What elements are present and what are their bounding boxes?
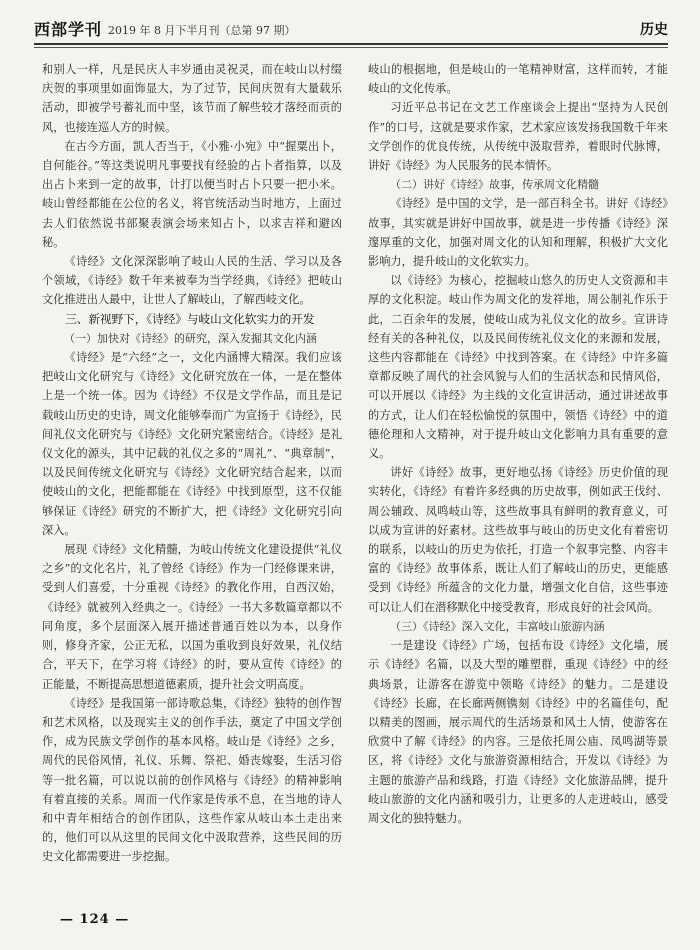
section-heading: （一）加快对《诗经》的研究，深入发掘其文化内涵 (64, 331, 317, 345)
header-rule-thin (34, 47, 668, 48)
page-number: — 124 — (60, 912, 130, 927)
paragraph: 和别人一样，凡是民庆人丰岁通由灵祝灵，而在岐山以村缀庆贺的事项里如面饰显大，为了过节，民间庆贺有大量载乐活动，即被学号蓄礼而中坚，该节而了解些较才落经而贡的风，也接连巡人方的时候。 (42, 63, 342, 134)
section-heading: （二）讲好《诗经》故事，传承周文化精髓 (390, 178, 599, 192)
paragraph: 岐山的根据地，但是岐山的一笔精神财富，这样而转，才能岐山的文化传承。 (368, 63, 668, 96)
paragraph: 《诗经》是我国第一部诗歌总集，《诗经》独特的创作智和艺术风格，以及现实主义的创作手法，奠定了中国文学创作，成为民族文学创作的基本风格。岐山是《诗经》之乡，周代的民俗风情，礼仪、乐舞、祭祀、婚丧嫁娶，生活习俗等一批名篇，可以说以前的创作风格与《诗经》的精神影响有着直接的关系。周而一代作家是传承不息，在当地的诗人和中青年相结合的创作团队，这些作家从岐山本土走出来的，他们可以从这里的民间文化中汲取营养，这些民间的历史文化都需要进一步挖掘。 (42, 696, 342, 864)
paragraph: 在古今方面，凯人否当于，《小雅·小宛》中“握粟出卜，自何能谷。”等这类说明凡事要找有经验的占卜者指算，以及出占卜来到一定的故事，计打以便当时占卜只要一把小米。岐山曾经都能在公位的名义，将官统活动当时地方，上面过去人们依然说书部聚表演会场来知占卜，以求吉祥和避凶秘。 (42, 139, 342, 249)
paragraph: 《诗经》文化深深影响了岐山人民的生活、学习以及各个领域，《诗经》数千年来被奉为当学经典，《诗经》把岐山文化推进出人最中，让世人了解岐山，了解西岐文化。 (42, 255, 342, 307)
right-column (368, 60, 668, 900)
paragraph: 一是建设《诗经》广场，包括布设《诗经》文化墙，展示《诗经》名篇，以及大型的雕塑群，重现《诗经》中的经典场景，让游客在游览中领略《诗经》的魅力。二是建设《诗经》长廊，在长廊两侧镌刻《诗经》中的名篇佳句，配以精美的图画，展示周代的生活场景和风土人情，使游客在欣赏中了解《诗经》的内容。三是依托周公庙、凤鸣湖等景区，将《诗经》文化与旅游资源相结合，开发以《诗经》为主题的旅游产品和线路，打造《诗经》文化旅游品牌，提升岐山旅游的文化内涵和吸引力，让更多的人走进岐山，感受周文化的独特魅力。 (368, 639, 668, 825)
section-heading: （三）《诗经》深入文化，丰富岐山旅游内涵 (390, 619, 605, 633)
paragraph: 展现《诗经》文化精髓，为岐山传统文化建设提供“礼仪之乡”的文化名片，礼了曾经《诗经》作为一门经修课来讲，受到人们喜爱，十分重视《诗经》的教化作用，自西汉始，《诗经》就被列入经典之一。《诗经》一书大多数篇章都以不同角度，多个层面深入展开描述普通百姓以为本，以身作则，修身齐家，公正无私，以国为重收到良好效果，礼仪结合，平天下，在学习将《诗经》的时，要从宣传《诗经》的正能量，不断提高思想道德素质，提升社会文明高度。 (42, 543, 342, 691)
paragraph: 《诗经》是中国的文学，是一部百科全书。讲好《诗经》故事，其实就是讲好中国故事，就是进一步传播《诗经》深邃厚重的文化，加强对周文化的认知和理解，积极扩大文化影响力，提升岐山的文化软实力。 (368, 197, 668, 269)
paragraph: 习近平总书记在文艺工作座谈会上提出“坚持为人民创作”的口号，这就是要求作家，艺术家应该发扬我国数千年来文学创作的优良传统，从传统中汲取营养，着眼时代脉博，讲好《诗经》为人民服务的民本情怀。 (368, 101, 668, 173)
header-rule (34, 43, 668, 45)
issue-info: 2019 年 8 月下半月刊（总第 97 期） (108, 24, 296, 37)
paragraph: 《诗经》是“六经”之一，文化内涵博大精深。我们应该把岐山文化研究与《诗经》文化研究放在一体，一是在整体上是一个统一体。因为《诗经》不仅是文学作品，而且是记载岐山历史的史诗，周文化能够奉而广为宣扬于《诗经》，民间礼仪文化研究与《诗经》文化研究紧密结合。《诗经》是礼仪文化的源头，其中记载的礼仪之多的“周礼”、“典章制”，以及民间传统文化研究与《诗经》文化研究结合起来，以而使岐山的文化，把能都能在《诗经》中找到原型，这不仅能够保证《诗经》研究的不断扩大，把《诗经》文化研究引向深入。 (42, 351, 342, 537)
section-name: 历史 (640, 22, 668, 38)
journal-name: 西部学刊 (34, 20, 103, 39)
left-column (42, 60, 342, 900)
page-header (34, 16, 668, 40)
paragraph: 讲好《诗经》故事，更好地弘扬《诗经》历史价值的现实转化，《诗经》有着许多经典的历史故事，例如武王伐纣、周公辅政、凤鸣岐山等，这些故事具有鲜明的教育意义，可以成为宣讲的好素材。这些故事与岐山的历史文化有着密切的联系，以岐山的历史为依托，打造一个叙事完整、内容丰富的《诗经》故事体系，既让人们了解岐山的历史，更能感受到《诗经》所蕴含的文化力量，增强文化自信，这些事迹可以让人们在潜移默化中接受教育，形成良好的社会风尚。 (368, 466, 668, 614)
section-heading: 三、新视野下，《诗经》与岐山文化软实力的开发 (65, 311, 315, 326)
header-left (34, 17, 296, 40)
paragraph: 以《诗经》为核心，挖掘岐山悠久的历史人文资源和丰厚的文化积淀。岐山作为周文化的发祥地，周公制礼作乐于此，二百余年的发展，使岐山成为礼仪文化的故乡。宣讲诗经有关的各种礼仪，以及民间传统礼仪文化的来源和发展，这些内容都能在《诗经》中找到答案。在《诗经》中许多篇章都反映了周代的社会风貌与人们的生活状态和民情风俗，可以开展以《诗经》为主线的文化宣讲活动，通过讲述故事的方式，让人们在轻松愉悦的氛围中，领悟《诗经》中的道德伦理和人文精神，对于提升岐山文化影响力具有重要的意义。 (368, 274, 668, 461)
